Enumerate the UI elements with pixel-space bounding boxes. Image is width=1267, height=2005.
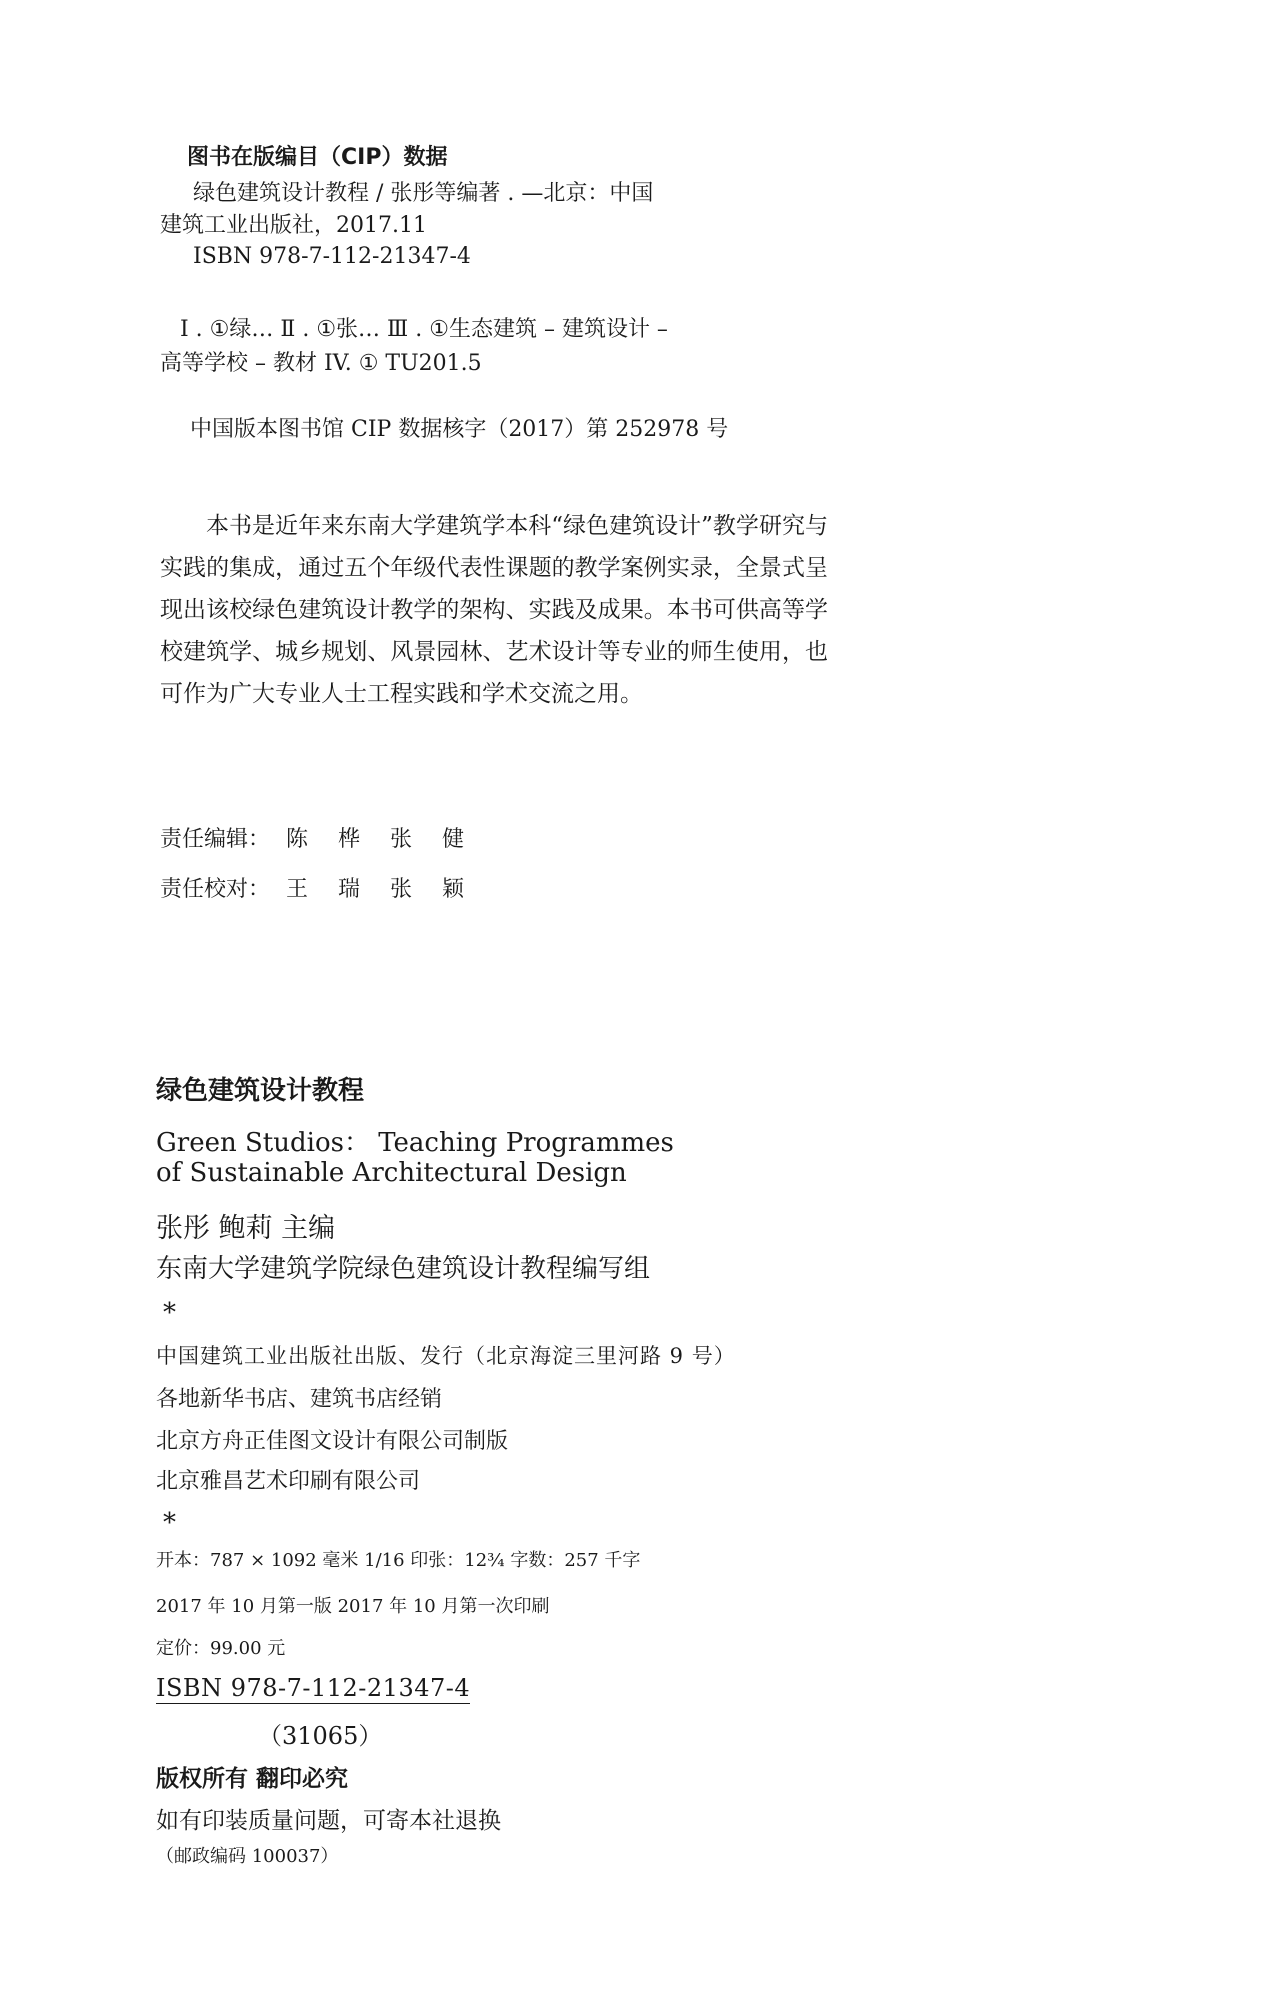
proofreader-name-char: 张 xyxy=(390,877,413,902)
cip-classification: Ⅰ . ①绿… Ⅱ . ①张… Ⅲ . ①生态建筑 – 建筑设计 – xyxy=(180,317,668,342)
cip-line: 建筑工业出版社，2017.11 xyxy=(160,213,427,238)
postcode: （邮政编码 100037） xyxy=(156,1846,339,1867)
book-compiler: 东南大学建筑学院绿色建筑设计教程编写组 xyxy=(156,1254,651,1284)
copyright-notice: 版权所有 翻印必究 xyxy=(156,1766,349,1792)
proofreader-name-char: 颖 xyxy=(442,877,465,902)
responsible-editors xyxy=(160,822,494,853)
book-summary: 本书是近年来东南大学建筑学本科“绿色建筑设计”教学研究与实践的集成，通过五个年级代表性课题的教学案例实录，全景式呈现出该校绿色建筑设计教学的架构、实践及成果。本书可供高等学校建筑学、城乡规划、风景园林、艺术设计等专业的师生使用，也可作为广大专业人士工程实践和学术交流之用。 xyxy=(160,513,828,707)
cip-classification: 高等学校 – 教材 IV. ① TU201.5 xyxy=(160,351,482,376)
book-code: （31065） xyxy=(258,1722,383,1750)
cip-record-number: 中国版本图书馆 CIP 数据核字（2017）第 252978 号 xyxy=(190,417,729,442)
editor-name-char: 桦 xyxy=(338,827,361,852)
cip-title: 图书在版编目（CIP）数据 xyxy=(187,145,448,170)
separator-star: * xyxy=(163,1298,176,1328)
book-title-en-line2: of Sustainable Architectural Design xyxy=(156,1158,627,1188)
responsible-proofreaders xyxy=(160,872,494,903)
book-title-en-line1: Green Studios： Teaching Programmes xyxy=(156,1128,674,1158)
typesetter-line: 北京方舟正佳图文设计有限公司制版 xyxy=(156,1429,509,1454)
editor-name-char: 陈 xyxy=(286,827,309,852)
price: 定价：99.00 元 xyxy=(156,1638,286,1659)
cip-line: 绿色建筑设计教程 / 张彤等编著 . —北京：中国 xyxy=(193,181,654,206)
proofreader-name-char: 瑞 xyxy=(338,877,361,902)
separator-star: * xyxy=(163,1508,176,1538)
isbn-number: ISBN 978-7-112-21347-4 xyxy=(156,1674,471,1702)
cip-isbn: ISBN 978-7-112-21347-4 xyxy=(193,244,471,269)
editor-label: 责任编辑： xyxy=(160,827,271,852)
format-specs: 开本：787 × 1092 毫米 1/16 印张：12¾ 字数：257 千字 xyxy=(156,1550,641,1571)
proofreader-label: 责任校对： xyxy=(160,877,271,902)
book-authors: 张彤 鲍莉 主编 xyxy=(156,1213,336,1244)
proofreader-name-char: 王 xyxy=(286,877,309,902)
return-notice: 如有印装质量问题，可寄本社退换 xyxy=(156,1808,501,1834)
publisher-line: 中国建筑工业出版社出版、发行（北京海淀三里河路 9 号） xyxy=(156,1344,736,1368)
editor-name-char: 健 xyxy=(442,827,465,852)
book-title-cn: 绿色建筑设计教程 xyxy=(156,1076,365,1106)
distributor-line: 各地新华书店、建筑书店经销 xyxy=(156,1387,443,1412)
editor-name-char: 张 xyxy=(390,827,413,852)
printer-line: 北京雅昌艺术印刷有限公司 xyxy=(156,1469,421,1494)
edition-date: 2017 年 10 月第一版 2017 年 10 月第一次印刷 xyxy=(156,1596,550,1617)
